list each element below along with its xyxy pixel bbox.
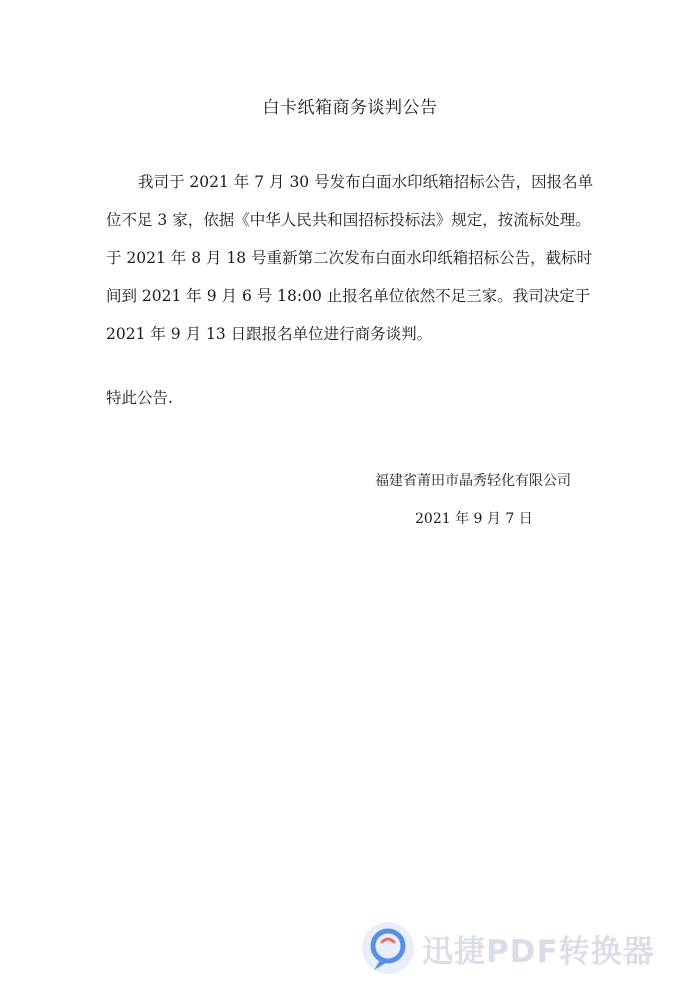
document-body: [106, 163, 606, 353]
body-line: 我司于 2021 年 7 月 30 号发布白面水印纸箱招标公告，因报名单: [138, 173, 594, 191]
body-line: 2021 年 9 月 13 日跟报名单位进行商务谈判。: [106, 325, 433, 343]
watermark-text: 迅捷PDF转换器: [422, 933, 655, 970]
xunjie-logo-icon: [360, 920, 416, 976]
watermark: [360, 918, 655, 978]
body-line: 于 2021 年 8 月 18 号重新第二次发布白面水印纸箱招标公告，截标时: [106, 249, 593, 267]
document-date: 2021 年 9 月 7 日: [415, 511, 533, 527]
body-line: 位不足 3 家，依据《中华人民共和国招标投标法》规定，按流标处理。: [106, 211, 591, 229]
closing-text: 特此公告.: [106, 389, 173, 407]
body-line: 间到 2021 年 9 月 6 号 18:00 止报名单位依然不足三家。我司决定于: [106, 287, 591, 305]
document-title: 白卡纸箱商务谈判公告: [262, 98, 438, 118]
company-signature: 福建省莆田市晶秀轻化有限公司: [375, 473, 571, 489]
